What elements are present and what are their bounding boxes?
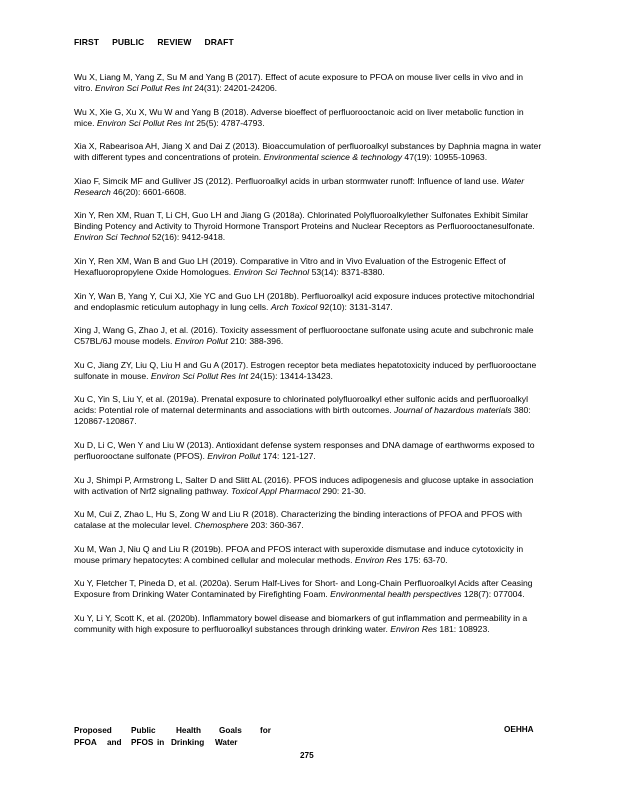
reference-journal: Toxicol Appl Pharmacol	[231, 485, 321, 496]
reference-entry	[74, 440, 544, 462]
reference-journal: Environmental science & technology	[263, 152, 403, 163]
reference-entry	[74, 509, 544, 531]
reference-citation: 181: 108923.	[437, 623, 490, 634]
header-word: PUBLIC	[112, 37, 145, 47]
reference-entry	[74, 210, 544, 243]
reference-text: Xu C, Jiang ZY, Liu Q, Liu H and Gu A (2017). Estrogen receptor beta mediates hepatotoxicity induced by perfluorooctane sulfonate in mouse.	[74, 359, 537, 381]
reference-citation: 47(19): 10955-10963.	[402, 152, 488, 163]
footer-word: Proposed	[74, 726, 112, 735]
reference-text: Xia X, Rabearisoa AH, Jiang X and Dai Z (2013). Bioaccumulation of perfluoroalkyl substances by Daphnia magna in water with different types and concentrations of protein.	[74, 141, 542, 163]
reference-journal: Arch Toxicol	[270, 301, 318, 312]
reference-list	[74, 72, 544, 648]
reference-entry	[74, 141, 544, 163]
reference-text: Xu M, Cui Z, Zhao L, Hu S, Zong W and Liu R (2018). Characterizing the binding interactions of PFOA and PFOS with catalase at the molecular level.	[74, 509, 523, 531]
footer-word: PFOS	[131, 738, 154, 747]
page-header	[74, 37, 247, 47]
reference-text: Xu Y, Fletcher T, Pineda D, et al. (2020a). Serum Half-Lives for Short- and Long-Chain Perfluoroalkyl Acids after Ceasing Exposure from Drinking Water Contaminated by Firefighting Foam.	[74, 578, 533, 600]
reference-text: Xin Y, Ren XM, Ruan T, Li CH, Guo LH and Jiang G (2018a). Chlorinated Polyfluoroalkylether Sulfonates Exhibit Similar Binding Potency and Activity to Thyroid Hormone Transport Proteins and Nuclear Receptors as Perfluorooctanesulfonate.	[74, 210, 535, 232]
footer-word: for	[260, 726, 271, 735]
reference-citation: 24(31): 24201-24206.	[191, 83, 278, 93]
reference-text: Xin Y, Ren XM, Wan B and Guo LH (2019). Comparative in Vitro and in Vivo Evaluation of the Estrogenic Effect of Hexafluoropropylene Oxide Homologues.	[74, 255, 506, 277]
reference-citation: 24(15): 13414-13423.	[247, 370, 333, 381]
reference-journal: Environ Sci Pollut Res Int	[96, 117, 194, 128]
reference-journal: Water Research	[74, 175, 525, 197]
reference-citation: 175: 63-70.	[401, 554, 448, 565]
footer-word: Drinking	[171, 738, 205, 747]
reference-text: Xing J, Wang G, Zhao J, et al. (2016). Toxicity assessment of perfluorooctane sulfonate using acute and subchronic male C57BL/6J mouse models.	[74, 325, 534, 347]
footer-word: Public	[131, 726, 156, 735]
reference-text: Xu J, Shimpi P, Armstrong L, Salter D and Slitt AL (2016). PFOS induces adipogenesis and glucose uptake in association with activation of Nrf2 signaling pathway.	[74, 474, 534, 496]
reference-citation: 53(14): 8371-8380.	[309, 266, 385, 277]
reference-entry	[74, 394, 544, 427]
reference-citation: 52(16): 9412-9418.	[149, 232, 226, 243]
reference-citation: 46(20): 6601-6608.	[110, 186, 187, 197]
reference-journal: Environ Pollut	[207, 450, 261, 461]
reference-text: Xu M, Wan J, Niu Q and Liu R (2019b). PFOA and PFOS interact with superoxide dismutase and induce cytotoxicity in mouse primary hepatocytes: A combined cellular and molecular methods.	[74, 543, 524, 565]
reference-text: Wu X, Xie G, Xu X, Wu W and Yang B (2018). Adverse bioeffect of perfluorooctanoic acid on liver metabolic function in mice.	[74, 106, 524, 128]
reference-journal: Journal of hazardous materials	[394, 405, 512, 416]
reference-journal: Environ Sci Pollut Res Int	[150, 370, 248, 381]
reference-text: Xiao F, Simcik MF and Gulliver JS (2012). Perfluoroalkyl acids in urban stormwater runoff: Influence of land use.	[74, 175, 502, 186]
reference-text: Xu Y, Li Y, Scott K, et al. (2020b). Inflammatory bowel disease and biomarkers of gut inflammation and permeability in a community with high exposure to perfluoroalkyl substances through drinking water.	[74, 612, 528, 634]
footer-word: Goals	[219, 726, 242, 735]
header-word: FIRST	[74, 37, 100, 47]
footer-word: PFOA	[74, 738, 97, 747]
reference-entry	[74, 72, 544, 94]
reference-journal: Environ Pollut	[174, 336, 228, 347]
page-number: 275	[300, 751, 314, 760]
reference-citation: 380: 120867-120867.	[74, 405, 531, 427]
reference-entry	[74, 544, 544, 566]
reference-entry	[74, 176, 544, 198]
reference-entry	[74, 325, 544, 347]
reference-citation: 203: 360-367.	[248, 520, 304, 531]
reference-text: Wu X, Liang M, Yang Z, Su M and Yang B (2017). Effect of acute exposure to PFOA on mouse liver cells in vivo and in vitro.	[74, 72, 524, 93]
reference-citation: 174: 121-127.	[260, 450, 316, 461]
footer-document-title	[74, 725, 271, 749]
reference-entry	[74, 107, 544, 129]
reference-citation: 25(5): 4787-4793.	[193, 117, 265, 128]
reference-citation: 210: 388-396.	[227, 336, 284, 347]
reference-entry	[74, 291, 544, 313]
reference-journal: Environ Sci Pollut Res Int	[95, 83, 192, 93]
reference-citation: 290: 21-30.	[320, 485, 367, 496]
footer-word: and	[107, 738, 122, 747]
reference-entry	[74, 360, 544, 382]
reference-text: Xu D, Li C, Wen Y and Liu W (2013). Antioxidant defense system responses and DNA damage of earthworms exposed to perfluorooctane sulfonate (PFOS).	[74, 439, 535, 461]
header-word: DRAFT	[204, 37, 234, 47]
reference-text: Xu C, Yin S, Liu Y, et al. (2019a). Prenatal exposure to chlorinated polyfluoroalkyl ether sulfonic acids and perfluoroalkyl acids: Potential role of maternal determinants and associations with birth outcomes.	[74, 394, 528, 416]
reference-entry	[74, 475, 544, 497]
reference-entry	[74, 256, 544, 278]
footer-agency: OEHHA	[504, 725, 534, 734]
reference-citation: 92(10): 3131-3147.	[317, 301, 393, 312]
footer-word: Health	[176, 726, 202, 735]
reference-journal: Environmental health perspectives	[330, 589, 462, 600]
reference-journal: Environ Res	[390, 623, 438, 634]
reference-journal: Chemosphere	[194, 520, 249, 531]
reference-entry	[74, 578, 544, 600]
reference-journal: Environ Sci Technol	[233, 266, 310, 277]
reference-text: Xin Y, Wan B, Yang Y, Cui XJ, Xie YC and Guo LH (2018b). Perfluoroalkyl acid exposure induces protective mitochondrial and endoplasmic reticulum autophagy in lung cells.	[74, 290, 535, 312]
reference-entry	[74, 613, 544, 635]
footer-word: Water	[215, 738, 238, 747]
reference-citation: 128(7): 077004.	[461, 589, 525, 600]
footer-word: in	[157, 738, 165, 747]
header-word: REVIEW	[157, 37, 192, 47]
reference-journal: Environ Sci Technol	[74, 232, 150, 243]
reference-journal: Environ Res	[354, 554, 402, 565]
